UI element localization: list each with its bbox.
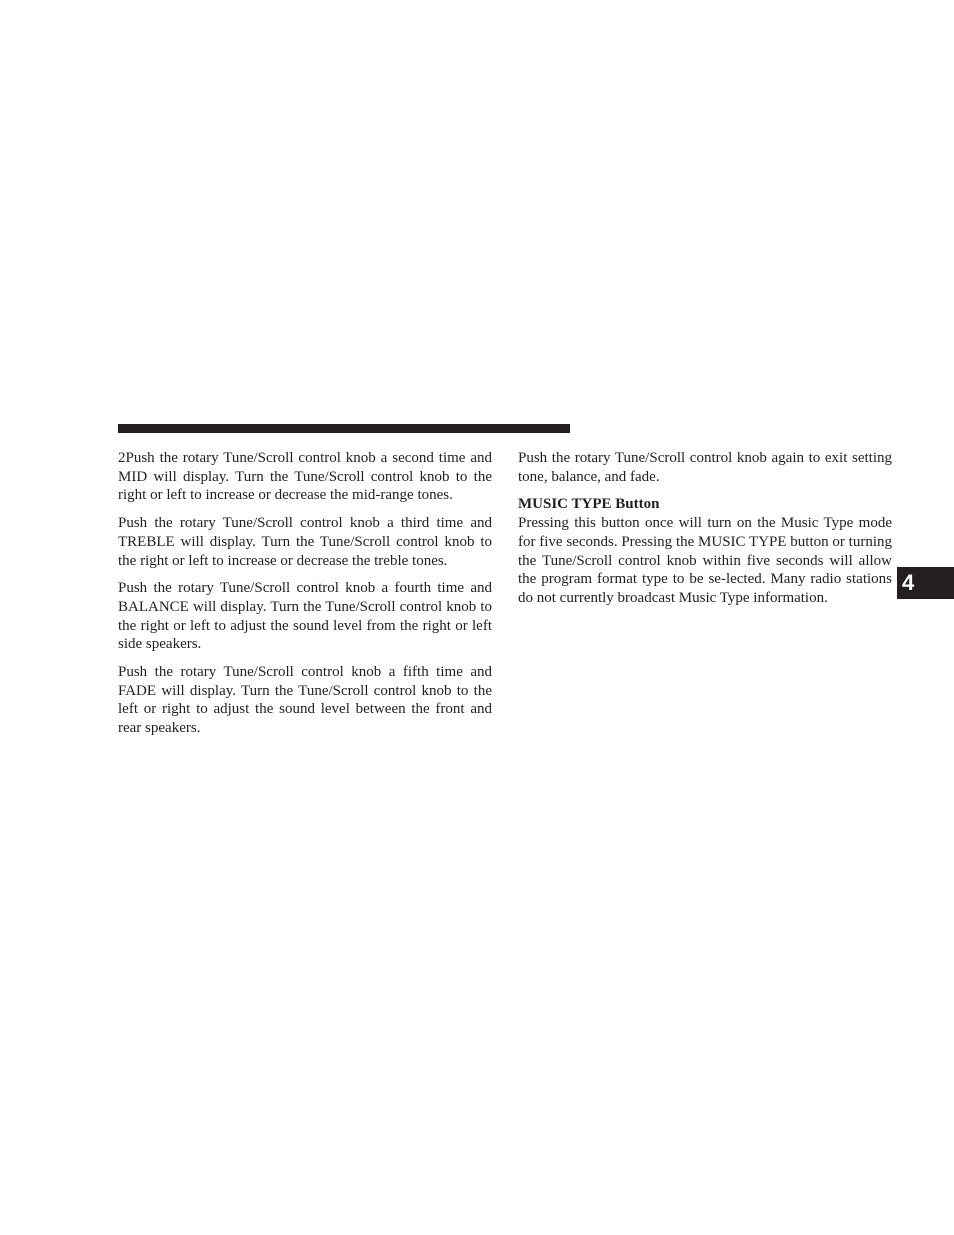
left-column [118,449,492,747]
paragraph-treble: Push the rotary Tune/Scroll control knob a third time and TREBLE will display. Turn the Tune/Scroll control knob to the right or left to increase or decrease the treble tones. [118,515,492,569]
paragraph-exit: Push the rotary Tune/Scroll control knob again to exit setting tone, balance, and fade. [518,450,892,485]
music-type-heading: MUSIC TYPE Button [518,496,660,513]
paragraph-fade: Push the rotary Tune/Scroll control knob a fifth time and FADE will display. Turn the Tune/Scroll control knob to the left or right to adjust the sound level between the front and rear speakers. [118,664,492,737]
chapter-tab: 4 [897,567,954,599]
right-column [518,449,892,617]
section-rule [118,424,570,433]
paragraph-balance: Push the rotary Tune/Scroll control knob a fourth time and BALANCE will display. Turn the Tune/Scroll control knob to the right or left to adjust the sound level from the right or left side speakers. [118,580,492,653]
paragraph-mid: 2Push the rotary Tune/Scroll control knob a second time and MID will display. Turn the Tune/Scroll control knob to the right or left to increase or decrease the mid-range tones. [118,450,492,504]
paragraph-music-type: Pressing this button once will turn on the Music Type mode for five seconds. Pressing the MUSIC TYPE button or turning the Tune/Scroll control knob within five seconds will allow the program format type to be se-lected. Many radio stations do not currently broadcast Music Type information. [518,515,892,606]
